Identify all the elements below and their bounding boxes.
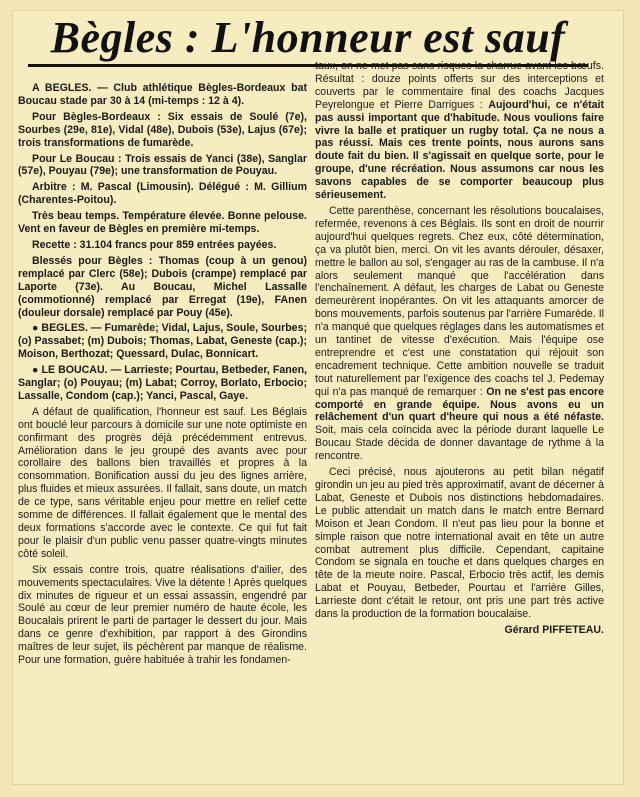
body-text: Soit, mais cela coïncida avec la période durant laquelle Le Boucau Stade décida de donner davantage de rythme à la rencontre. bbox=[315, 424, 604, 463]
body-paragraph: Six essais contre trois, quatre réalisations d'ailier, des mouvements spectaculaires. Vive la détente ! Après quelques dix minutes de rigueur et un essai assassin, engendré par Soulé au cœur de leur premier numéro de haute école, les Boucalais prirent le parti de partager le dessert du jour. Mais dans ce genre d'exhibition, par rapport à des Girondins maîtres de leur sujet, ils péchèrent par manque de réalisme. Pour une formation, guère habituée à trahir les fondamen- bbox=[18, 563, 307, 667]
left-column bbox=[18, 82, 307, 670]
body-paragraph: A défaut de qualification, l'honneur est sauf. Les Béglais ont bouclé leur parcours à domicile sur une note optimiste en confirmant des progrès déjà précédemment entrevus. Amélioration dans le jeu groupé des avants avec pour corollaire des ballons bien travaillés et propres à la consommation. Bonification aussi du jeu des lignes arrière, plus fluides et mieux assurées. Il fallait, sans doute, un match de ce type, sans véritable enjeu pour mettre en relief cette somme de différences. Il fallait également que le mental des deux formations s'accorde avec le contexte. Ce qui fut fait pour le plaisir d'un public venu passer quatre-vingts minutes côté soleil. bbox=[18, 405, 307, 560]
boucau-lineup: ● LE BOUCAU. — Larrieste; Pourtau, Betbeder, Fanen, Sanglar; (o) Pouyau; (m) Labat; Corroy, Borlato, Erbocio; Lassalle, Condom (cap.); Yanci, Pascal, Gaye. bbox=[18, 364, 307, 402]
body-paragraph bbox=[315, 60, 604, 202]
boucau-scorers: Pour Le Boucau : Trois essais de Yanci (38e), Sanglar (57e), Pouyau (79e); une transformation de Pouyau. bbox=[18, 152, 307, 178]
match-result: A BEGLES. — Club athlétique Bègles-Bordeaux bat Boucau stade par 30 à 14 (mi-temps : 12 à 4). bbox=[18, 82, 307, 107]
coach-quote: On ne s'est pas encore comporté en grande équipe. Nous avons eu un relâchement d'un quart d'heure qui nous a été néfaste. bbox=[315, 385, 604, 424]
body-text: Cette parenthèse, concernant les résolutions boucalaises, refermée, revenons à ces Béglais. Ils sont en droit de nourrir aujourd'hui quelques regrets. Chez eux, côté détermination, ça va plutôt bien, merci. On vit les avants dérouler, désaxer, mettre le ballon au sol, s'engager au ras de la cambuse. Il n'a alors seulement manqué que l'accélération dans l'enchaînement. A défaut, les charges de Labat ou Geneste demeurèrent inopérantes. On vit les attaquants amorcer de bons mouvements, parfois soutenus par l'arrière Fumarède. Il n'a manqué que quelques réglages dans les automatismes et un tantinet de vitesse d'exécution. Mais l'équipe ose entreprendre et c'est une constatation qui réjouit son encadrement technique. Cette ambition nouvelle se traduit tout naturellement par l'exigence des coachs tel J. Pedemay qui n'a pas manqué de remarquer : bbox=[315, 204, 604, 398]
body-paragraph bbox=[315, 205, 604, 463]
coach-quote: Aujourd'hui, ce n'était pas aussi important que d'habitude. Nous voulions faire vivre la balle et pratiquer un rugby total. Ça ne nous a pas réussi. Mais ces trente points, nous aurons sans doute fait du bien. Il s'agissait en quelque sorte, pour le groupe, d'une récréation. Nous assumons car nous les savons capables de se comporter beaucoup plus sérieusement. bbox=[315, 98, 604, 202]
article-headline: Bègles : L'honneur est sauf bbox=[28, 12, 588, 67]
body-text: taux, on ne met pas sans risques la charrue avant les bœufs. Résultat : douze points offerts sur des interceptions et couverts par le commentaire final des coachs Jacques Peyrelongue et Pierre Darrigues : bbox=[315, 60, 604, 111]
author-signature: Gérard PIFFETEAU. bbox=[504, 623, 604, 636]
injuries: Blessés pour Bègles : Thomas (coup à un genou) remplacé par Clerc (58e); Dubois (crampe) remplacé par Laporte (73e). Au Boucau, Michel Lassalle (commotionné) remplacé par Erregat (19e), FAnen (douleur dorsale) remplacé par Pouy (45e). bbox=[18, 254, 307, 319]
begles-lineup: ● BEGLES. — Fumarède; Vidal, Lajus, Soule, Sourbes; (o) Passabet; (m) Dubois; Thomas, Labat, Geneste (cap.); Moison, Berthozat; Quessard, Dulac, Bonnicart. bbox=[18, 322, 307, 361]
officials: Arbitre : M. Pascal (Limousin). Délégué : M. Gillium (Charentes-Poitou). bbox=[18, 181, 307, 207]
conditions: Très beau temps. Température élevée. Bonne pelouse. Vent en faveur de Bègles en première mi-temps. bbox=[18, 210, 307, 236]
right-column bbox=[315, 60, 604, 640]
begles-scorers: Pour Bègles-Bordeaux : Six essais de Soulé (7e), Sourbes (29e, 81e), Vidal (48e), Dubois (53e), Lajus (67e); trois transformations de fumarède. bbox=[18, 110, 307, 149]
body-paragraph: Ceci précisé, nous ajouterons au petit bilan négatif girondin un jeu au pied très approximatif, avant de décerner à Labat, Geneste et Dubois nos distinctions hebdomadaires. Le public attendait un match dans le match entre Bernard Moison et Jean Condom. Il n'eut pas lieu pour la bonne et simple raison que notre international avait en tête un autre combat autrement plus difficile. Cependant, capitaine Condom se signala en touche et dans quelques charges en tête de la meute noire. Pascal, Erbocio très actif, les demis Labat et Pouyau, Betbeder, Pourtau et l'arrière Gilles, Larrieste dont c'était le retour, ont pris une part très active dans la production de la formation boucalaise. bbox=[315, 466, 604, 621]
attendance: Recette : 31.104 francs pour 859 entrées payées. bbox=[32, 238, 277, 251]
